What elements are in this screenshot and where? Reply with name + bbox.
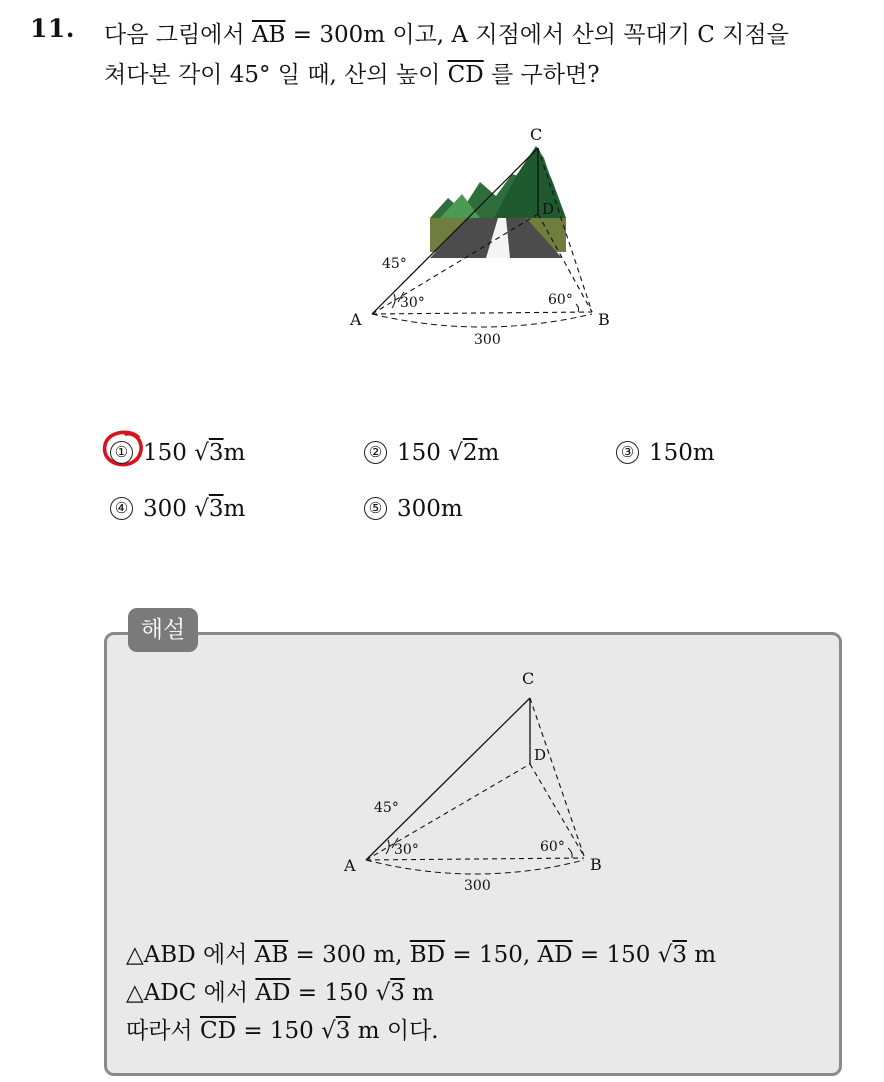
choice-4[interactable]: ④ 300 √3m xyxy=(110,496,245,522)
label-D: D xyxy=(542,200,555,218)
label-C: C xyxy=(522,669,535,688)
label-A: A xyxy=(350,310,362,329)
label-60: 60° xyxy=(548,292,573,308)
label-D: D xyxy=(534,746,547,764)
question-line-1: 다음 그림에서 $\overline{AB} = 300m$ 이고, A 지점에서 산의 꼭대기 C 지점을 xyxy=(104,22,789,48)
choice-5[interactable]: ⑤ 300m xyxy=(364,496,463,522)
label-B: B xyxy=(590,855,602,874)
label-C: C xyxy=(530,125,543,144)
solution-line-2: △ADC 에서 $\overline{AD} = 150$ √3 m xyxy=(126,980,434,1006)
label-60: 60° xyxy=(540,839,565,855)
label-30: 30° xyxy=(394,842,419,858)
label-45: 45° xyxy=(374,800,399,816)
solution-figure xyxy=(336,664,626,894)
choice-number: ③ xyxy=(616,441,639,464)
choice-number: ④ xyxy=(110,497,133,520)
choice-2[interactable]: ② 150 √2m xyxy=(364,440,499,466)
choice-3[interactable]: ③ 150m xyxy=(616,440,715,466)
choice-number: ② xyxy=(364,441,387,464)
question-figure xyxy=(340,118,630,348)
solution-tab: 해설 xyxy=(128,608,198,652)
question-line-2: 쳐다본 각이 45° 일 때, 산의 높이 $\overline{CD}$ 를 구하면? xyxy=(104,62,600,88)
choice-number: ① xyxy=(110,441,133,464)
solution-line-1: △ABD 에서 $\overline{AB} = 300$ m, $\overline{BD} = 150$, $\overline{AD} = 150$ √3 m xyxy=(126,942,717,968)
solution-line-3: 따라서 $\overline{CD} = 150$ √3 m 이다. xyxy=(126,1018,439,1044)
label-30: 30° xyxy=(400,295,425,311)
label-B: B xyxy=(598,310,610,329)
label-45: 45° xyxy=(382,256,407,272)
choice-1[interactable]: ① 150 √3m xyxy=(110,440,245,466)
choice-number: ⑤ xyxy=(364,497,387,520)
question-number: 11. xyxy=(30,14,75,43)
label-300: 300 xyxy=(474,332,501,348)
label-300: 300 xyxy=(464,878,491,894)
label-A: A xyxy=(344,856,356,875)
